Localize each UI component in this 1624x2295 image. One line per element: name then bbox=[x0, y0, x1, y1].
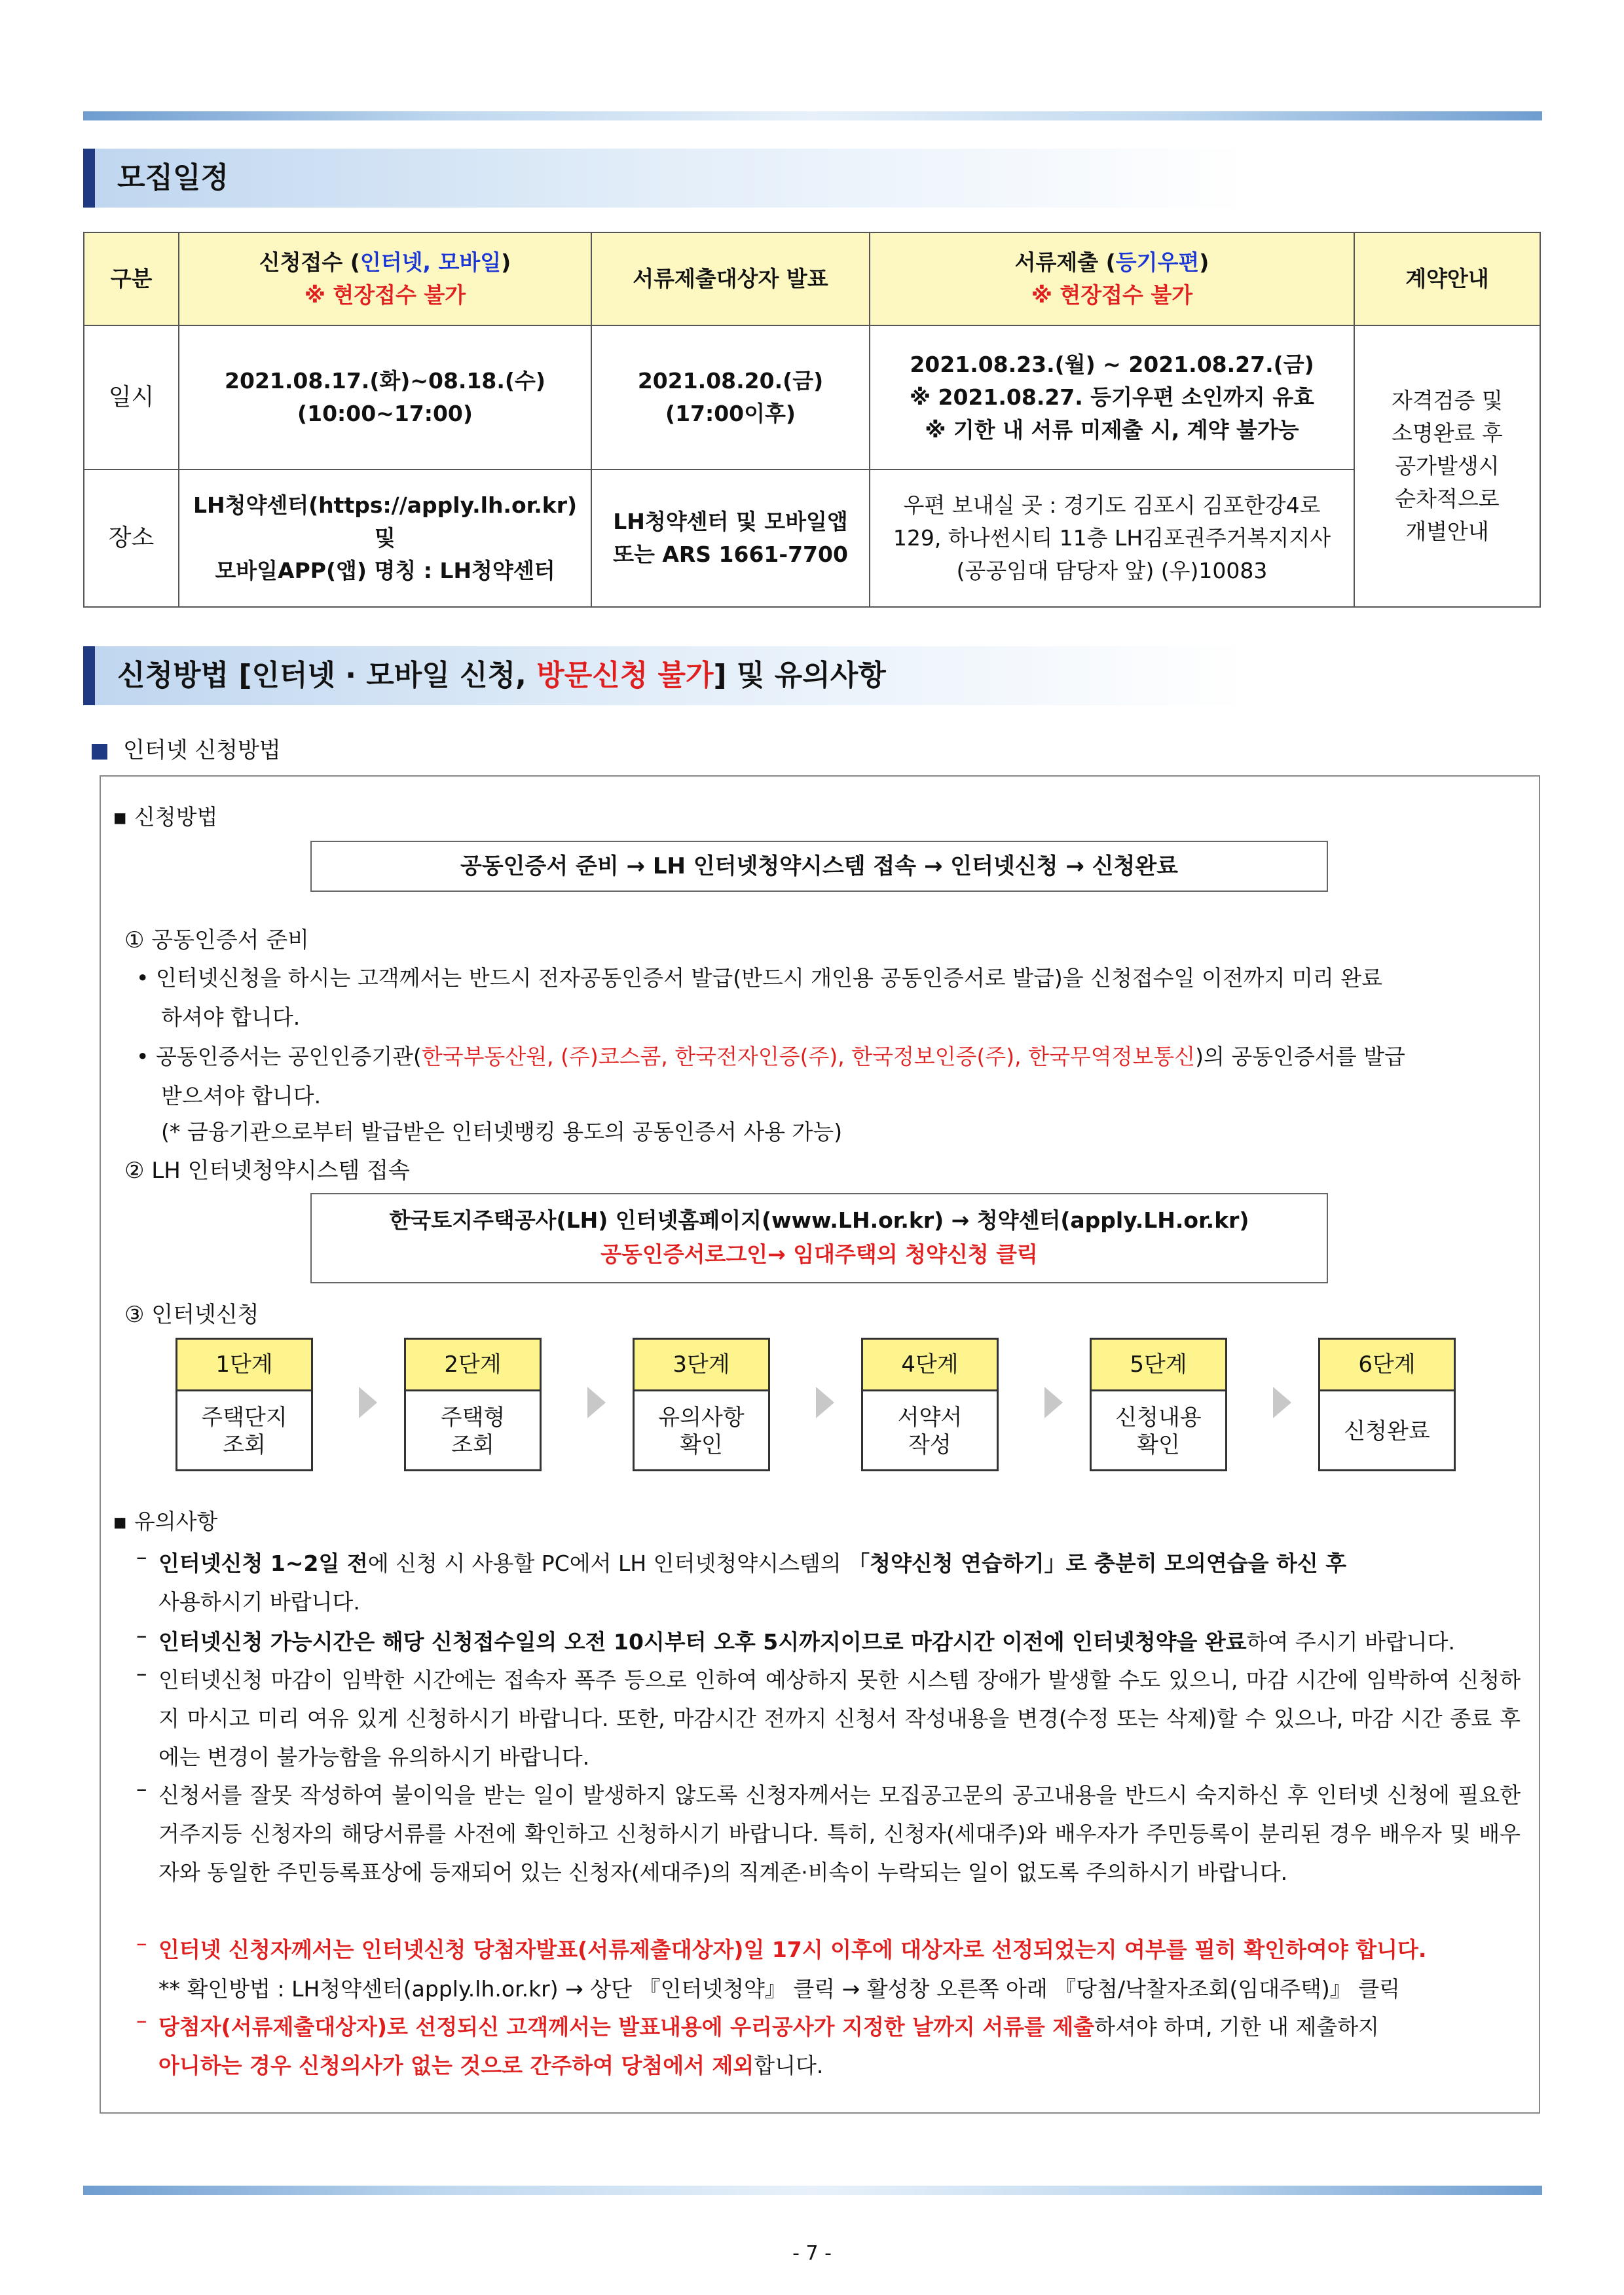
table-cell: LH청약센터 및 모바일앱 또는 ARS 1661-7700 bbox=[591, 469, 870, 607]
note-item-2: 인터넷신청 가능시간은 해당 신청접수일의 오전 10시부터 오후 5시까지이므로 마감시간 이전에 인터넷청약을 완료하여 주시기 바랍니다. bbox=[158, 1629, 1456, 1655]
section-title: 신청방법 [인터넷 · 모바일 신청, 방문신청 불가] 및 유의사항 bbox=[117, 659, 886, 692]
step-head: 5단계 bbox=[1092, 1340, 1225, 1391]
step-body: 주택단지 조회 bbox=[201, 1405, 287, 1458]
dash-bullet: – bbox=[136, 1661, 147, 1686]
table-header-row bbox=[84, 232, 1540, 325]
table-cell: 2021.08.17.(화)~08.18.(수) (10:00~17:00) bbox=[179, 325, 591, 469]
note-item-5: 인터넷 신청자께서는 인터넷신청 당첨자발표(서류제출대상자)일 17시 이후에 대상자로 선정되었는지 여부를 필히 확인하여야 합니다. bbox=[158, 1937, 1427, 1962]
dash-bullet: – bbox=[136, 1544, 147, 1570]
section-marker bbox=[83, 149, 95, 208]
schedule-table bbox=[83, 232, 1541, 608]
note-item-4: 신청서를 잘못 작성하여 불이익을 받는 일이 발생하지 않도록 신청자께서는 모집공고문의 공고내용을 반드시 숙지하신 후 인터넷 신청에 필요한 거주지등 신청자의 해당서류를 사전에 확인하고 신청하시기 바랍니다. 특히, 신청자(세대주)와 배우자가 주민등록이 분리된 경우 배우자 및 배우자와 동일한 주민등록표상에 등재되어 있는 신청자(세대주)의 직계존·비속이 누락되는 일이 없도록 주의하시기 바랍니다. bbox=[158, 1782, 1521, 1885]
step-box-2 bbox=[404, 1338, 542, 1471]
note-item-1: 인터넷신청 1~2일 전에 신청 시 사용할 PC에서 LH 인터넷청약시스템의 「청약신청 연습하기」로 충분히 모의연습을 하신 후 사용하시기 바랍니다. bbox=[158, 1551, 1347, 1615]
site-line: 공동인증서로그인→ 임대주택의 청약신청 클릭 bbox=[600, 1241, 1038, 1267]
step-head: 6단계 bbox=[1320, 1340, 1454, 1391]
section-title: 모집일정 bbox=[117, 161, 229, 194]
step-body: 서약서 작성 bbox=[897, 1405, 963, 1458]
chevron-right-icon bbox=[587, 1387, 606, 1418]
step-body: 유의사항 확인 bbox=[658, 1405, 745, 1458]
header-cell: 서류제출대상자 발표 bbox=[591, 232, 870, 325]
table-row bbox=[84, 325, 1540, 469]
step-body: 신청완료 bbox=[1344, 1418, 1430, 1444]
step-body: 신청내용 확인 bbox=[1115, 1405, 1202, 1458]
step-box-1 bbox=[175, 1338, 313, 1471]
header-cell: 계약안내 bbox=[1354, 232, 1540, 325]
step-head: 4단계 bbox=[863, 1340, 997, 1391]
notes-label: ▪ 유의사항 bbox=[113, 1509, 218, 1534]
bottom-decorative-bar bbox=[83, 2186, 1542, 2195]
chevron-right-icon bbox=[359, 1387, 377, 1418]
step-box-4 bbox=[861, 1338, 999, 1471]
table-cell: 2021.08.23.(월) ~ 2021.08.27.(금) ※ 2021.08.27. 등기우편 소인까지 유효 ※ 기한 내 서류 미제출 시, 계약 불가능 bbox=[870, 325, 1354, 469]
table-cell: 2021.08.20.(금) (17:00이후) bbox=[591, 325, 870, 469]
subheading: 인터넷 신청방법 bbox=[92, 732, 281, 764]
header-cell: 서류제출 (등기우편) ※ 현장접수 불가 bbox=[870, 232, 1354, 325]
dash-bullet: – bbox=[136, 1930, 147, 1956]
bullet-text: • 인터넷신청을 하시는 고객께서는 반드시 전자공동인증서 발급(반드시 개인용 공동인증서로 발급)을 신청접수일 이전까지 미리 완료 bbox=[136, 965, 1382, 991]
chevron-right-icon bbox=[816, 1387, 834, 1418]
step-body: 주택형 조회 bbox=[440, 1405, 506, 1458]
square-bullet-icon bbox=[92, 744, 107, 760]
chevron-right-icon bbox=[1273, 1387, 1291, 1418]
note-text: (* 금융기관으로부터 발급받은 인터넷뱅킹 용도의 공동인증서 사용 가능) bbox=[161, 1119, 843, 1145]
chevron-right-icon bbox=[1044, 1387, 1063, 1418]
step2-title: ② LH 인터넷청약시스템 접속 bbox=[124, 1158, 410, 1184]
step-box-3 bbox=[633, 1338, 770, 1471]
section-marker bbox=[83, 646, 95, 705]
method-label: ▪ 신청방법 bbox=[113, 804, 218, 830]
step-head: 1단계 bbox=[177, 1340, 311, 1391]
note-item-3: 인터넷신청 마감이 임박한 시간에는 접속자 폭주 등으로 인하여 예상하지 못한 시스템 장애가 발생할 수도 있으니, 마감 시간에 임박하여 신청하지 마시고 미리 여유 있게 신청하시기 바랍니다. 또한, 마감시간 전까지 신청서 작성내용을 변경(수정 또는 삭제)할 수 있으나, 마감 시간 종료 후에는 변경이 불가능함을 유의하시기 바랍니다. bbox=[158, 1667, 1521, 1770]
bullet-text: 받으셔야 합니다. bbox=[161, 1083, 322, 1109]
site-line: 한국토지주택공사(LH) 인터넷홈페이지(www.LH.or.kr) → 청약센터(apply.LH.or.kr) bbox=[389, 1207, 1249, 1233]
note-item-6: 당첨자(서류제출대상자)로 선정되신 고객께서는 발표내용에 우리공사가 지정한 날까지 서류를 제출하셔야 하며, 기한 내 제출하지 아니하는 경우 신청의사가 없는 것으로 간주하여 당첨에서 제외합니다. bbox=[158, 2014, 1380, 2078]
header-cell: 구분 bbox=[84, 232, 179, 325]
step-box-5 bbox=[1090, 1338, 1227, 1471]
dash-bullet: – bbox=[136, 1776, 147, 1801]
table-row bbox=[84, 469, 1540, 607]
section-header-schedule bbox=[83, 149, 1542, 208]
bullet-text: 하셔야 합니다. bbox=[161, 1004, 301, 1030]
step1-title: ① 공동인증서 준비 bbox=[124, 927, 310, 953]
table-cell: LH청약센터(https://apply.lh.or.kr) 및 모바일APP(앱) 명칭 : LH청약센터 bbox=[179, 469, 591, 607]
step-head: 3단계 bbox=[635, 1340, 768, 1391]
step-box-6 bbox=[1318, 1338, 1456, 1471]
step3-title: ③ 인터넷신청 bbox=[124, 1302, 259, 1328]
flow-summary: 공동인증서 준비 → LH 인터넷청약시스템 접속 → 인터넷신청 → 신청완료 bbox=[310, 841, 1328, 892]
contract-cell: 자격검증 및 소명완료 후 공가발생시 순차적으로 개별안내 bbox=[1354, 325, 1540, 607]
header-cell: 신청접수 (인터넷, 모바일) ※ 현장접수 불가 bbox=[179, 232, 591, 325]
row-label: 장소 bbox=[84, 469, 179, 607]
bullet-text: • 공동인증서는 공인인증기관(한국부동산원, (주)코스콤, 한국전자인증(주), 한국정보인증(주), 한국무역정보통신)의 공동인증서를 발급 bbox=[136, 1044, 1405, 1069]
note-sub: ** 확인방법 : LH청약센터(apply.lh.or.kr) → 상단 『인터넷청약』 클릭 → 활성창 오른쪽 아래 『당첨/낙찰자조회(임대주택)』 클릭 bbox=[158, 1976, 1401, 2002]
top-decorative-bar bbox=[83, 111, 1542, 120]
dash-bullet: – bbox=[136, 1623, 147, 1648]
site-access-box bbox=[310, 1193, 1328, 1283]
step-head: 2단계 bbox=[406, 1340, 540, 1391]
dash-bullet: – bbox=[136, 2008, 147, 2033]
section-header-method bbox=[83, 646, 1542, 705]
table-cell: 우편 보내실 곳 : 경기도 김포시 김포한강4로 129, 하나썬시티 11층 LH김포권주거복지지사 (공공임대 담당자 앞) (우)10083 bbox=[870, 469, 1354, 607]
page-number: - 7 - bbox=[792, 2242, 832, 2265]
row-label: 일시 bbox=[84, 325, 179, 469]
